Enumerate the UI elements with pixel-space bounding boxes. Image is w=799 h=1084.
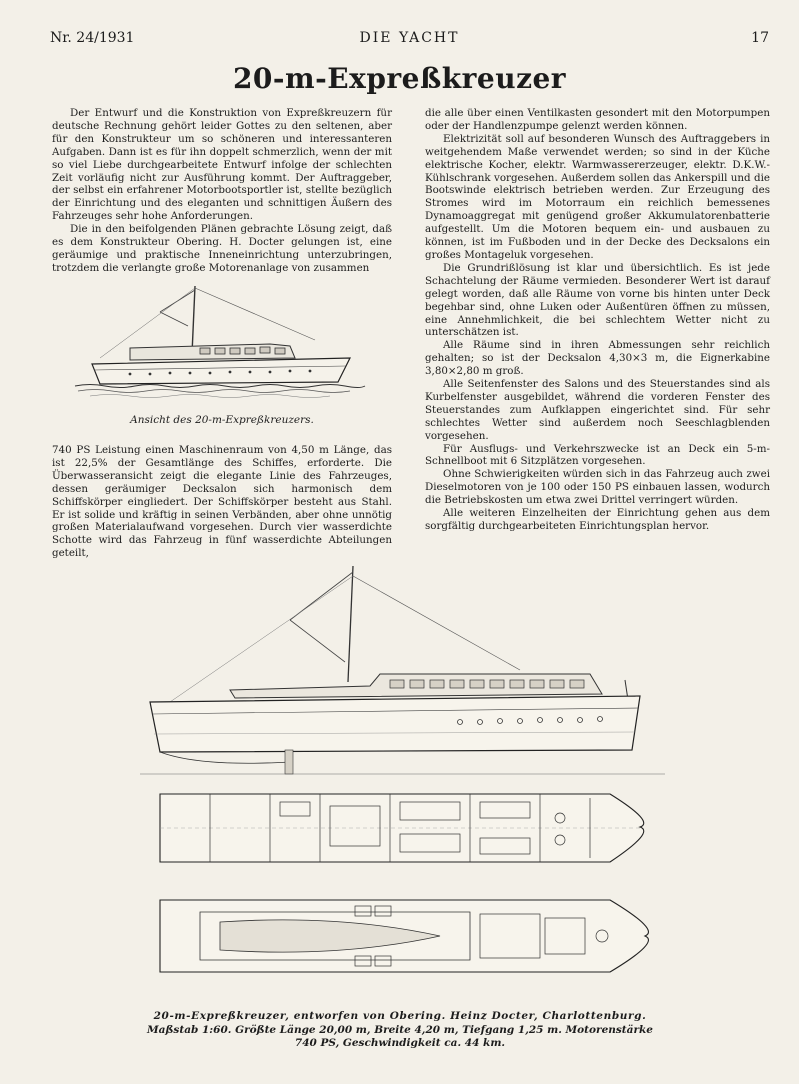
paragraph: Der Entwurf und die Konstruktion von Expreßkreuzern für deutsche Rechnung gehört leider Gottes zu den seltenen, aber für den Konstrukteur um so schöneren und interessanteren Aufgaben. Dann ist es für ihn doppelt schmerzlich, wenn der mit so viel Liebe durchgearbeitete Entwurf infolge der schlechten Zeit vorläufig nicht zur Ausführung kommt. Der Auftraggeber, der selbst ein erfahrener Motorbootsportler ist, stellte bezüglich der Einrichtung und des eleganten und schnittigen Äußern des Fahrzeuges sehr hohe Anforderungen. bbox=[52, 107, 392, 223]
magazine-name: DIE YACHT bbox=[359, 30, 460, 46]
deck-plan bbox=[160, 900, 648, 972]
paragraph: Elektrizität soll auf besonderen Wunsch des Auftraggebers in weitgehendem Maße verwendet werden; so sind in der Küche elektrische Kocher, elektr. Warmwassererzeuger, elektr. D.K.W.-Kühlschrank vorgesehen. Außerdem sollen das Ankerspill und die Bootswinde elektrisch betrieben werden. Zur Erzeugung des Stromes wird im Motorraum ein reichlich bemessenes Dynamoaggregat mit genügend großer Akkumulatorenbatterie aufgestellt. Um die Motoren bequem ein- und ausbauen zu können, ist im Fußboden und in der Decke des Decksalons ein großes Montageluk vorgesehen. bbox=[425, 132, 770, 261]
plan-caption-line: 740 PS, Geschwindigkeit ca. 44 km. bbox=[294, 1037, 506, 1049]
construction-plan bbox=[140, 562, 665, 1002]
page-number: 17 bbox=[751, 30, 769, 46]
article-title: 20-m-Expreßkreuzer bbox=[232, 62, 567, 95]
plan-caption-line: 20-m-Expreßkreuzer, entworfen von Obering. Heinz Docter, Charlottenburg. bbox=[153, 1010, 647, 1022]
construction-plan-drawing bbox=[140, 562, 665, 1002]
paragraph: Ohne Schwierigkeiten würden sich in das Fahrzeug auch zwei Dieselmotoren von je 100 oder 150 PS einbauen lassen, wodurch die Betriebskosten um etwa zwei Drittel verringert würden. bbox=[425, 468, 770, 507]
figure-caption: Ansicht des 20-m-Expreßkreuzers. bbox=[130, 414, 314, 426]
paragraph: Die in den beifolgenden Plänen gebrachte Lösung zeigt, daß es dem Konstrukteur Obering. H. Docter gelungen ist, eine geräumige und praktische Inneneinrichtung unterzubringen, trotzdem die verlangte große Motorenanlage von zusammen bbox=[52, 223, 392, 274]
column-right bbox=[425, 107, 770, 533]
side-elevation bbox=[140, 566, 665, 774]
yacht-exterior-sketch bbox=[70, 282, 370, 400]
paragraph: Alle Seitenfenster des Salons und des Steuerstandes sind als Kurbelfenster ausgebildet, während die vorderen Fenster des Steuerstandes zum Aufklappen eingerichtet sind. Für sehr schlechtes Wetter sind außerdem noch Seeschlagblenden vorgesehen. bbox=[425, 378, 770, 442]
paragraph: Die Grundrißlösung ist klar und übersichtlich. Es ist jede Schachtelung der Räume vermieden. Besonderer Wert ist darauf gelegt worden, daß alle Räume von vorne bis hinten unter Deck begehbar sind, ohne Luken oder Außentüren öffnen zu müssen, eine Annehmlichkeit, die bei schlechtem Wetter nicht zu unterschätzen ist. bbox=[425, 261, 770, 339]
paragraph: Alle Räume sind in ihren Abmessungen sehr reichlich gehalten; so ist der Decksalon 4,30×3 m, die Eignerkabine 3,80×2,80 m groß. bbox=[425, 339, 770, 378]
plan-caption bbox=[80, 1010, 720, 1051]
page-header bbox=[50, 30, 769, 50]
paragraph: Für Ausflugs- und Verkehrszwecke ist an Deck ein 5-m-Schnellboot mit 6 Sitzplätzen vorgesehen. bbox=[425, 442, 770, 468]
paragraph: die alle über einen Ventilkasten gesondert mit den Motorpumpen oder der Handlenzpumpe gelenzt werden können. bbox=[425, 107, 770, 132]
yacht-sketch-drawing bbox=[70, 282, 370, 400]
paragraph: Alle weiteren Einzelheiten der Einrichtung gehen aus dem sorgfältig durchgearbeiteten Einrichtungsplan hervor. bbox=[425, 507, 770, 532]
issue-number: Nr. 24/1931 bbox=[50, 30, 135, 46]
column-left-top bbox=[52, 107, 392, 275]
column-left-bottom bbox=[52, 444, 392, 560]
paragraph: 740 PS Leistung einen Maschinenraum von 4,50 m Länge, das ist 22,5% der Gesamtlänge des Schiffes, erforderte. Die Überwasseransicht zeigt die elegante Linie des Fahrzeuges, dessen geräumiger Decksalon sich harmonisch dem Schiffskörper eingliedert. Der Schiffskörper besteht aus Stahl. Er ist solide und kräftig in seinen Verbänden, aber ohne unnötig großen Materialaufwand vorgesehen. Durch vier wasserdichte Schotte wird das Fahrzeug in fünf wasserdichte Abteilungen geteilt, bbox=[52, 444, 392, 560]
interior-plan bbox=[160, 794, 644, 862]
plan-caption-line: Maßstab 1:60. Größte Länge 20,00 m, Breite 4,20 m, Tiefgang 1,25 m. Motorenstärke bbox=[147, 1023, 653, 1036]
